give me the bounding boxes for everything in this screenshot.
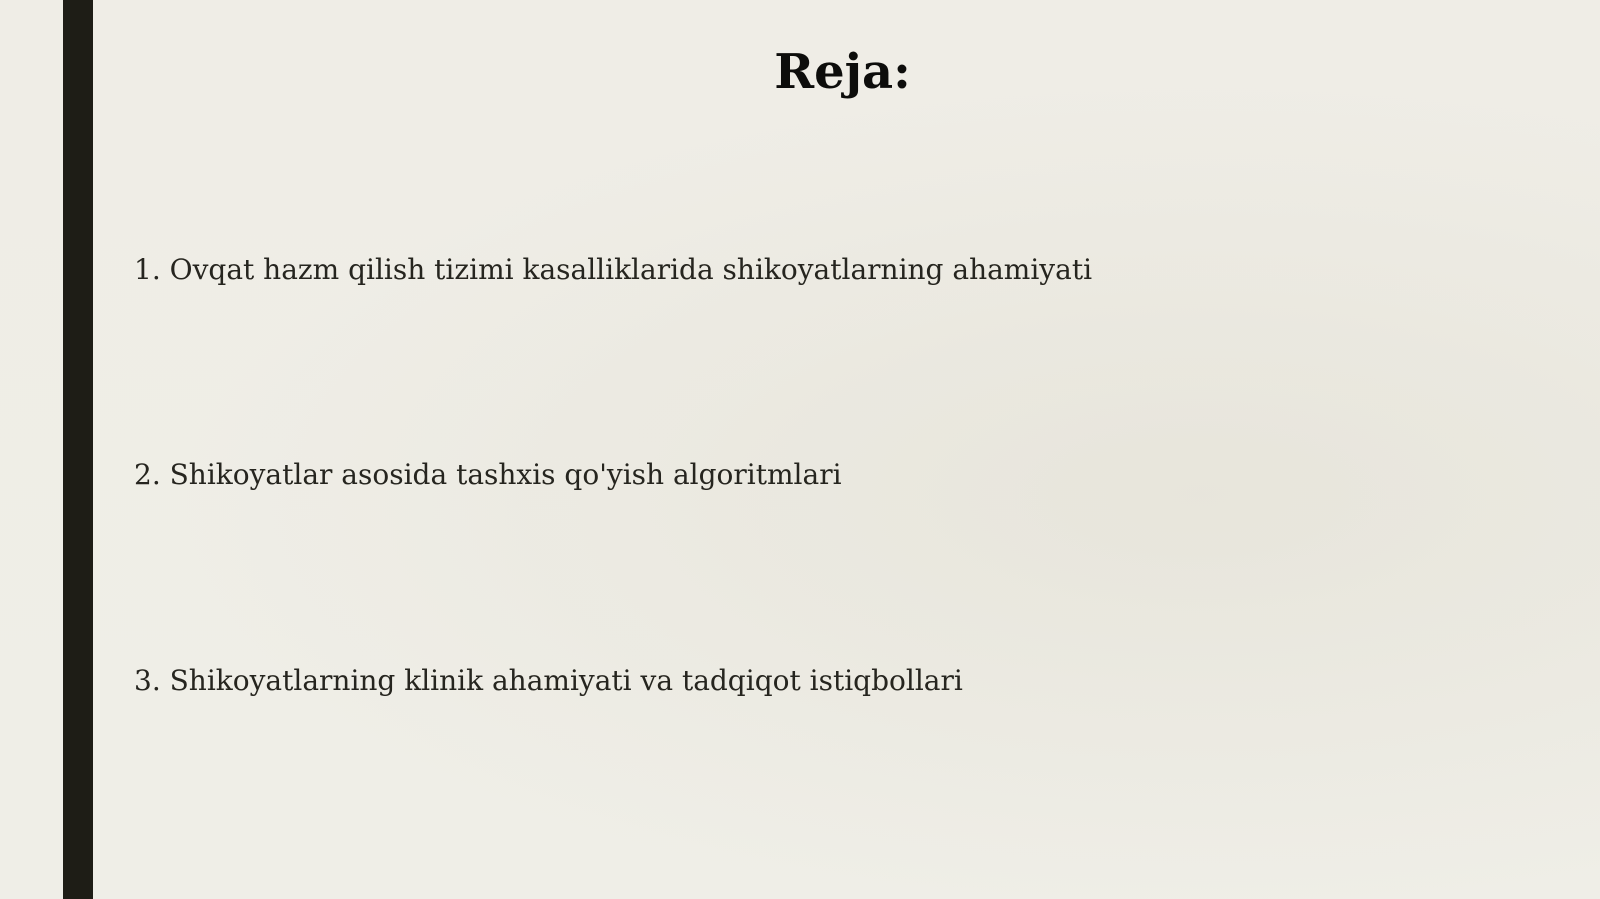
plan-item-1: 1. Ovqat hazm qilish tizimi kasalliklarida shikoyatlarning ahamiyati [134,253,1093,286]
slide-title: Reja: [774,44,911,100]
plan-item-3: 3. Shikoyatlarning klinik ahamiyati va tadqiqot istiqbollari [134,664,963,697]
left-accent-bar [63,0,93,899]
plan-item-2: 2. Shikoyatlar asosida tashxis qo'yish algoritmlari [134,458,842,491]
